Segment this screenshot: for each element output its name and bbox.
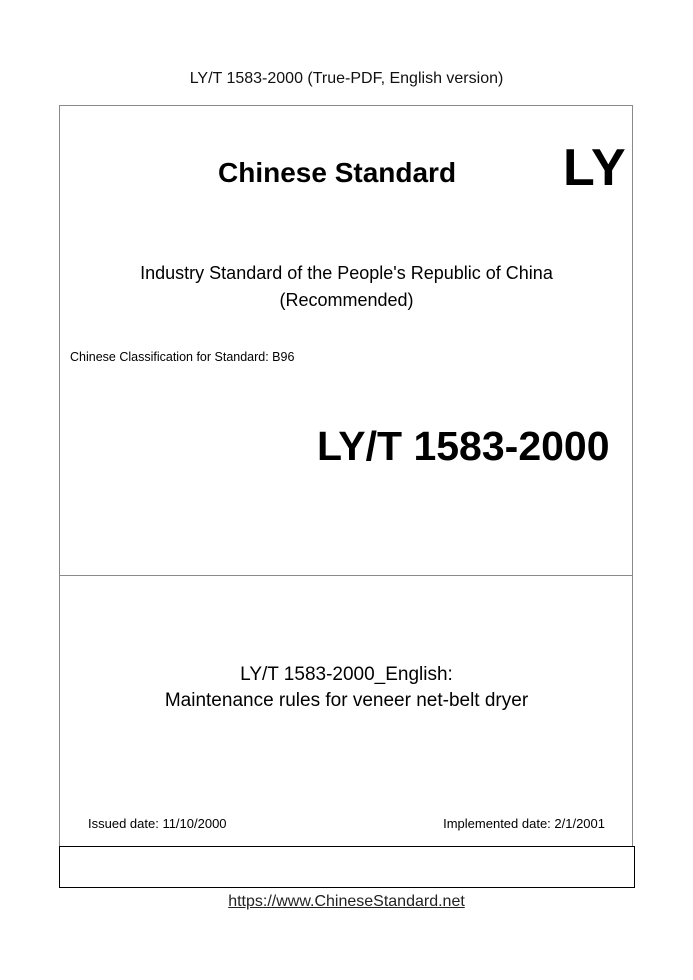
industry-line-2: (Recommended) (279, 290, 414, 310)
website-link[interactable]: https://www.ChineseStandard.net (228, 893, 465, 910)
english-title (0, 662, 693, 714)
cover-bottom-frame (59, 846, 635, 888)
classification-text: Chinese Classification for Standard: B96 (70, 350, 295, 364)
industry-standard-text (0, 260, 693, 314)
standard-mark: LY (563, 139, 627, 197)
english-title-line-1: LY/T 1583-2000_English: (240, 664, 453, 685)
industry-line-1: Industry Standard of the People's Republic of China (140, 263, 553, 283)
cover-title: Chinese Standard (218, 157, 457, 188)
english-title-line-2: Maintenance rules for veneer net-belt dryer (164, 690, 529, 711)
page-header: LY/T 1583-2000 (True-PDF, English version) (189, 70, 504, 87)
issued-date: Issued date: 11/10/2000 (88, 816, 227, 831)
standard-number: LY/T 1583-2000 (317, 423, 610, 469)
implemented-date: Implemented date: 2/1/2001 (443, 816, 605, 831)
